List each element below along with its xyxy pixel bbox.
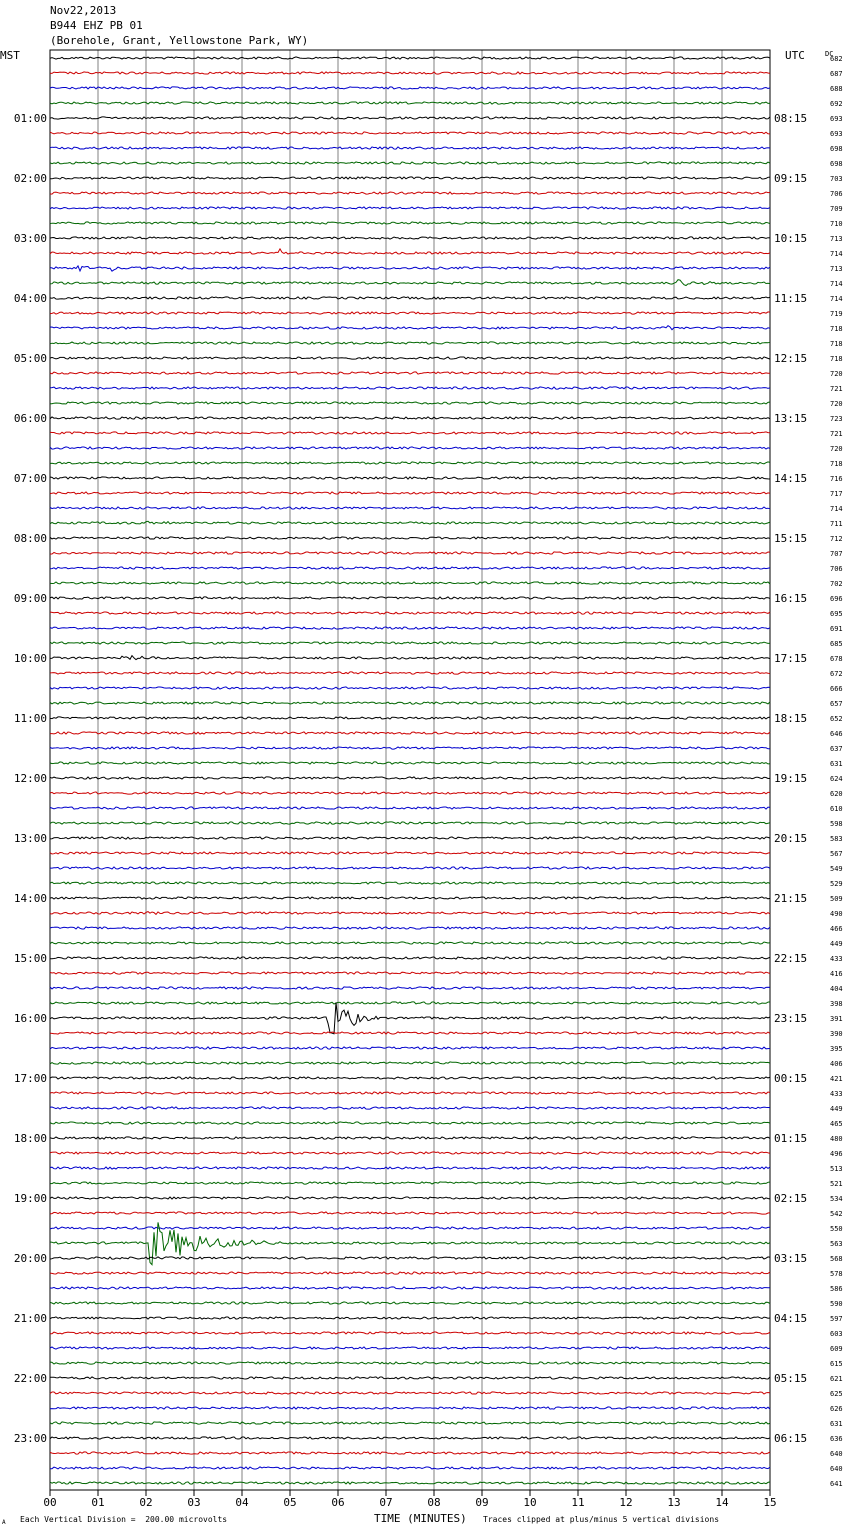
dc-offset-56: 509 [830, 895, 843, 903]
dc-offset-58: 466 [830, 925, 843, 933]
dc-offset-75: 521 [830, 1180, 843, 1188]
dc-offset-67: 406 [830, 1060, 843, 1068]
trace-row-42 [50, 687, 770, 689]
trace-row-25 [50, 432, 770, 434]
left-time-label-0100: 01:00 [13, 112, 47, 125]
dc-offset-89: 625 [830, 1390, 843, 1398]
dc-offset-85: 603 [830, 1330, 843, 1338]
dc-offset-77: 542 [830, 1210, 843, 1218]
x-tick-label-09: 09 [475, 1496, 489, 1509]
x-axis-label: TIME (MINUTES) [374, 1512, 467, 1525]
dc-offset-80: 568 [830, 1255, 843, 1263]
trace-row-67 [50, 1062, 770, 1064]
dc-offset-29: 717 [830, 490, 843, 498]
dc-offset-16: 714 [830, 295, 843, 303]
x-tick-label-10: 10 [523, 1496, 537, 1509]
clip-note: Traces clipped at plus/minus 5 vertical divisions [483, 1515, 720, 1524]
dc-offset-34: 706 [830, 565, 843, 573]
dc-offset-82: 586 [830, 1285, 843, 1293]
right-time-label-0815: 08:15 [774, 112, 808, 125]
x-tick-label-03: 03 [187, 1496, 201, 1509]
trace-row-26 [50, 447, 770, 449]
x-tick-label-15: 15 [763, 1496, 777, 1509]
right-time-label-0515: 05:15 [774, 1372, 808, 1385]
dc-offset-48: 624 [830, 775, 843, 783]
trace-row-95 [50, 1482, 770, 1484]
trace-row-6 [50, 147, 770, 149]
x-tick-label-06: 06 [331, 1496, 345, 1509]
dc-offset-74: 513 [830, 1165, 843, 1173]
dc-offset-69: 433 [830, 1090, 843, 1098]
dc-offset-5: 693 [830, 130, 843, 138]
dc-offset-40: 678 [830, 655, 843, 663]
trace-row-60 [50, 957, 770, 959]
x-tick-label-08: 08 [427, 1496, 441, 1509]
trace-row-62 [50, 987, 770, 989]
dc-offset-4: 693 [830, 115, 843, 123]
trace-row-33 [50, 552, 770, 554]
left-time-label-0200: 02:00 [13, 172, 47, 185]
trace-row-58 [50, 927, 770, 929]
trace-row-48 [50, 777, 770, 779]
trace-row-10 [50, 207, 770, 209]
dc-offset-1: 687 [830, 70, 843, 78]
dc-offset-71: 465 [830, 1120, 843, 1128]
dc-offset-20: 718 [830, 355, 843, 363]
trace-row-28 [50, 477, 770, 479]
dc-offset-19: 718 [830, 340, 843, 348]
trace-row-94 [50, 1467, 770, 1469]
trace-row-90 [50, 1407, 770, 1409]
dc-offset-24: 723 [830, 415, 843, 423]
dc-offset-88: 621 [830, 1375, 843, 1383]
right-time-label-0415: 04:15 [774, 1312, 808, 1325]
dc-offset-45: 646 [830, 730, 843, 738]
trace-row-21 [50, 372, 770, 374]
right-time-label-1715: 17:15 [774, 652, 808, 665]
trace-row-72 [50, 1137, 770, 1139]
dc-offset-13: 714 [830, 250, 843, 258]
right-time-label-0015: 00:15 [774, 1072, 808, 1085]
dc-offset-92: 636 [830, 1435, 843, 1443]
right-time-label-1215: 12:15 [774, 352, 808, 365]
trace-row-18 [50, 326, 770, 330]
dc-offset-22: 721 [830, 385, 843, 393]
x-tick-label-00: 00 [43, 1496, 57, 1509]
trace-row-74 [50, 1167, 770, 1169]
left-time-label-0800: 08:00 [13, 532, 47, 545]
x-tick-label-04: 04 [235, 1496, 249, 1509]
dc-offset-2: 688 [830, 85, 843, 93]
x-tick-label-13: 13 [667, 1496, 681, 1509]
trace-row-41 [50, 672, 770, 674]
dc-offset-95: 641 [830, 1480, 843, 1488]
dc-offset-27: 718 [830, 460, 843, 468]
trace-row-15 [50, 280, 770, 286]
dc-offset-28: 716 [830, 475, 843, 483]
trace-row-64 [50, 1002, 770, 1033]
left-time-label-0400: 04:00 [13, 292, 47, 305]
trace-row-43 [50, 702, 770, 704]
trace-row-13 [50, 249, 770, 254]
x-tick-label-12: 12 [619, 1496, 633, 1509]
dc-offset-30: 714 [830, 505, 843, 513]
dc-offset-46: 637 [830, 745, 843, 753]
trace-row-23 [50, 402, 770, 404]
dc-offset-54: 549 [830, 865, 843, 873]
dc-offset-52: 583 [830, 835, 843, 843]
dc-offset-42: 666 [830, 685, 843, 693]
dc-offset-60: 433 [830, 955, 843, 963]
trace-row-2 [50, 87, 770, 89]
right-time-label-2015: 20:15 [774, 832, 808, 845]
trace-row-24 [50, 417, 770, 419]
trace-row-11 [50, 222, 770, 224]
dc-offset-25: 721 [830, 430, 843, 438]
dc-offset-79: 563 [830, 1240, 843, 1248]
left-time-label-1200: 12:00 [13, 772, 47, 785]
x-tick-label-05: 05 [283, 1496, 297, 1509]
trace-row-76 [50, 1197, 770, 1199]
trace-row-80 [50, 1257, 770, 1259]
dc-offset-84: 597 [830, 1315, 843, 1323]
trace-row-9 [50, 192, 770, 194]
dc-offset-59: 449 [830, 940, 843, 948]
trace-row-37 [50, 612, 770, 614]
right-time-label-1615: 16:15 [774, 592, 808, 605]
trace-row-54 [50, 867, 770, 869]
trace-row-73 [50, 1152, 770, 1154]
trace-row-31 [50, 521, 770, 524]
trace-row-14 [50, 266, 770, 271]
dc-offset-51: 598 [830, 820, 843, 828]
left-time-label-1000: 10:00 [13, 652, 47, 665]
dc-offset-57: 490 [830, 910, 843, 918]
left-time-label-1300: 13:00 [13, 832, 47, 845]
left-time-label-2000: 20:00 [13, 1252, 47, 1265]
trace-row-49 [50, 792, 770, 794]
trace-row-57 [50, 912, 770, 915]
dc-offset-11: 710 [830, 220, 843, 228]
trace-row-69 [50, 1092, 770, 1094]
trace-row-91 [50, 1422, 770, 1424]
dc-offset-64: 391 [830, 1015, 843, 1023]
dc-offset-35: 702 [830, 580, 843, 588]
dc-offset-7: 698 [830, 160, 843, 168]
right-time-label-0115: 01:15 [774, 1132, 808, 1145]
trace-row-87 [50, 1362, 770, 1364]
left-time-label-1900: 19:00 [13, 1192, 47, 1205]
trace-row-71 [50, 1122, 770, 1124]
right-time-label-1015: 10:15 [774, 232, 808, 245]
right-time-label-1815: 18:15 [774, 712, 808, 725]
left-time-label-0700: 07:00 [13, 472, 47, 485]
trace-row-89 [50, 1392, 770, 1394]
left-time-label-0600: 06:00 [13, 412, 47, 425]
trace-row-70 [50, 1107, 770, 1109]
dc-offset-78: 550 [830, 1225, 843, 1233]
dc-offset-55: 529 [830, 880, 843, 888]
dc-offset-61: 416 [830, 970, 843, 978]
left-time-label-0900: 09:00 [13, 592, 47, 605]
x-tick-label-14: 14 [715, 1496, 729, 1509]
trace-row-3 [50, 102, 770, 104]
x-tick-label-07: 07 [379, 1496, 393, 1509]
trace-row-29 [50, 492, 770, 494]
trace-row-12 [50, 237, 770, 239]
right-timezone-label: UTC [785, 49, 805, 62]
trace-row-38 [50, 627, 770, 629]
dc-offset-15: 714 [830, 280, 843, 288]
trace-row-92 [50, 1437, 770, 1439]
dc-offset-0: 682 [830, 55, 843, 63]
dc-offset-3: 692 [830, 100, 843, 108]
trace-row-65 [50, 1032, 770, 1034]
trace-row-8 [50, 177, 770, 179]
dc-offset-21: 720 [830, 370, 843, 378]
x-tick-label-01: 01 [91, 1496, 105, 1509]
left-timezone-label: MST [0, 49, 20, 62]
right-time-label-1115: 11:15 [774, 292, 808, 305]
dc-offset-63: 398 [830, 1000, 843, 1008]
trace-row-55 [50, 882, 770, 884]
right-time-label-1315: 13:15 [774, 412, 808, 425]
date-label: Nov22,2013 [50, 4, 117, 17]
left-time-label-1400: 14:00 [13, 892, 47, 905]
trace-row-68 [50, 1077, 770, 1079]
dc-offset-73: 496 [830, 1150, 843, 1158]
trace-row-56 [50, 897, 770, 899]
dc-offset-94: 640 [830, 1465, 843, 1473]
trace-row-66 [50, 1047, 770, 1049]
left-time-label-1500: 15:00 [13, 952, 47, 965]
trace-row-51 [50, 822, 770, 824]
right-time-label-0315: 03:15 [774, 1252, 808, 1265]
trace-row-88 [50, 1377, 770, 1379]
dc-offset-23: 720 [830, 400, 843, 408]
dc-offset-37: 695 [830, 610, 843, 618]
dc-offset-70: 449 [830, 1105, 843, 1113]
trace-row-32 [50, 537, 770, 539]
trace-row-7 [50, 162, 770, 164]
right-time-label-1915: 19:15 [774, 772, 808, 785]
trace-row-34 [50, 567, 770, 569]
trace-row-36 [50, 597, 770, 599]
right-time-label-1415: 14:15 [774, 472, 808, 485]
trace-row-83 [50, 1302, 770, 1304]
trace-row-47 [50, 762, 770, 764]
dc-offset-9: 706 [830, 190, 843, 198]
dc-offset-39: 685 [830, 640, 843, 648]
left-time-label-1100: 11:00 [13, 712, 47, 725]
trace-row-20 [50, 357, 770, 359]
trace-row-46 [50, 747, 770, 749]
dc-offset-49: 620 [830, 790, 843, 798]
trace-row-19 [50, 342, 770, 344]
left-time-label-0300: 03:00 [13, 232, 47, 245]
trace-row-77 [50, 1212, 770, 1214]
dc-offset-41: 672 [830, 670, 843, 678]
dc-offset-66: 395 [830, 1045, 843, 1053]
trace-row-82 [50, 1287, 770, 1289]
trace-row-27 [50, 462, 770, 464]
dc-offset-36: 696 [830, 595, 843, 603]
dc-offset-33: 707 [830, 550, 843, 558]
dc-offset-26: 720 [830, 445, 843, 453]
right-time-label-2315: 23:15 [774, 1012, 808, 1025]
dc-offset-50: 610 [830, 805, 843, 813]
right-time-label-2115: 21:15 [774, 892, 808, 905]
trace-row-50 [50, 807, 770, 809]
dc-offset-62: 404 [830, 985, 843, 993]
dc-offset-31: 711 [830, 520, 843, 528]
trace-row-75 [50, 1182, 770, 1184]
left-time-label-1700: 17:00 [13, 1072, 47, 1085]
left-time-label-0500: 05:00 [13, 352, 47, 365]
trace-row-4 [50, 117, 770, 119]
left-time-label-2200: 22:00 [13, 1372, 47, 1385]
dc-offset-6: 698 [830, 145, 843, 153]
dc-offset-8: 703 [830, 175, 843, 183]
trace-row-0 [50, 57, 770, 59]
trace-row-63 [50, 1002, 770, 1004]
left-time-label-1800: 18:00 [13, 1132, 47, 1145]
dc-offset-17: 719 [830, 310, 843, 318]
trace-row-17 [50, 312, 770, 314]
trace-row-53 [50, 852, 770, 854]
dc-offset-heading: DC [825, 50, 834, 58]
dc-offset-83: 590 [830, 1300, 843, 1308]
dc-offset-90: 626 [830, 1405, 843, 1413]
dc-offset-93: 640 [830, 1450, 843, 1458]
left-time-label-2300: 23:00 [13, 1432, 47, 1445]
trace-row-40 [50, 656, 770, 660]
dc-offset-76: 534 [830, 1195, 843, 1203]
dc-offset-53: 567 [830, 850, 843, 858]
trace-row-30 [50, 507, 770, 509]
right-time-label-1515: 15:15 [774, 532, 808, 545]
x-tick-label-02: 02 [139, 1496, 153, 1509]
trace-row-44 [50, 717, 770, 719]
corner-mark: A [2, 1519, 6, 1526]
trace-row-52 [50, 837, 770, 839]
trace-row-35 [50, 582, 770, 584]
dc-offset-10: 709 [830, 205, 843, 213]
trace-row-16 [50, 297, 770, 299]
right-time-label-0915: 09:15 [774, 172, 808, 185]
dc-offset-65: 390 [830, 1030, 843, 1038]
trace-row-84 [50, 1317, 770, 1319]
trace-row-86 [50, 1347, 770, 1349]
trace-row-5 [50, 132, 770, 134]
dc-offset-18: 718 [830, 325, 843, 333]
x-tick-label-11: 11 [571, 1496, 585, 1509]
scale-note: Each Vertical Division = 200.00 microvolts [20, 1515, 228, 1524]
dc-offset-91: 631 [830, 1420, 843, 1428]
dc-offset-68: 421 [830, 1075, 843, 1083]
right-time-label-2215: 22:15 [774, 952, 808, 965]
right-time-label-0615: 06:15 [774, 1432, 808, 1445]
dc-offset-86: 609 [830, 1345, 843, 1353]
station-label: B944 EHZ PB 01 [50, 19, 143, 32]
dc-offset-43: 657 [830, 700, 843, 708]
trace-row-93 [50, 1452, 770, 1454]
dc-offset-47: 631 [830, 760, 843, 768]
trace-row-59 [50, 942, 770, 944]
dc-offset-44: 652 [830, 715, 843, 723]
trace-row-1 [50, 72, 770, 74]
dc-offset-38: 691 [830, 625, 843, 633]
dc-offset-14: 713 [830, 265, 843, 273]
dc-offset-32: 712 [830, 535, 843, 543]
dc-offset-87: 615 [830, 1360, 843, 1368]
location-label: (Borehole, Grant, Yellowstone Park, WY) [50, 34, 309, 47]
right-time-label-0215: 02:15 [774, 1192, 808, 1205]
left-time-label-2100: 21:00 [13, 1312, 47, 1325]
trace-row-22 [50, 387, 770, 389]
left-time-label-1600: 16:00 [13, 1012, 47, 1025]
dc-offset-72: 480 [830, 1135, 843, 1143]
dc-offset-81: 578 [830, 1270, 843, 1278]
dc-offset-12: 713 [830, 235, 843, 243]
trace-row-39 [50, 642, 770, 644]
trace-row-61 [50, 972, 770, 974]
trace-row-45 [50, 732, 770, 734]
trace-row-85 [50, 1332, 770, 1334]
trace-row-81 [50, 1272, 770, 1274]
